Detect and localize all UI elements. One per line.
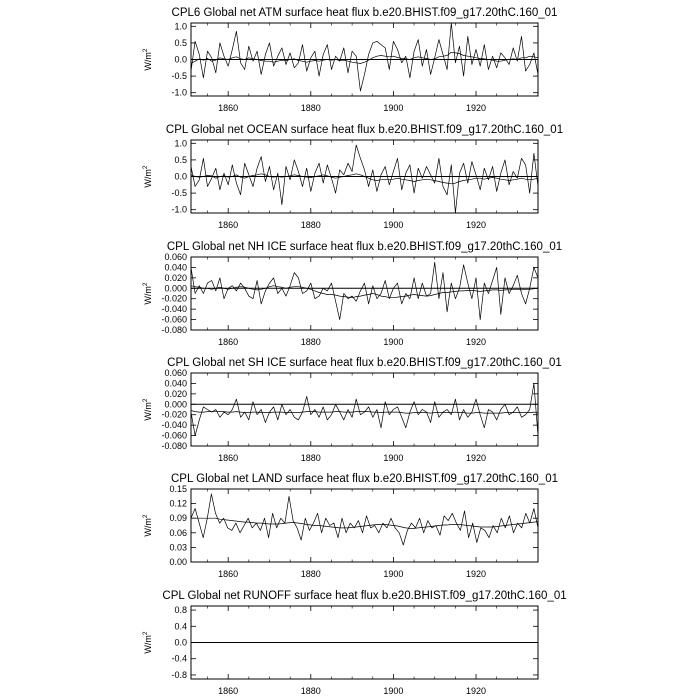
x-tick-label: 1880 [300, 569, 321, 579]
x-tick-label: 1920 [466, 686, 487, 696]
chart-panel-3 [142, 241, 562, 347]
x-tick-label: 1900 [383, 220, 404, 230]
x-tick-label: 1860 [218, 686, 239, 696]
y-tick-label: 0.040 [164, 378, 187, 389]
y-tick-label: 0.000 [164, 283, 187, 294]
y-axis-label-text: W/m [143, 169, 153, 188]
y-tick-label: 0.060 [164, 368, 187, 378]
x-tick-label: 1920 [466, 337, 487, 347]
y-tick-label: 0.06 [169, 527, 187, 538]
y-tick-label: -0.8 [171, 669, 187, 680]
series-line-raw [191, 23, 538, 91]
y-tick-label: 0.020 [164, 388, 187, 399]
y-tick-label: 0.5 [174, 154, 187, 165]
y-tick-label: 1.0 [174, 21, 187, 32]
y-axis-label [142, 165, 153, 188]
y-axis-label-superscript: 2 [142, 398, 149, 403]
y-tick-label: -1.0 [171, 87, 187, 98]
y-tick-label: 0.000 [164, 399, 187, 410]
panel-title: CPL Global net NH ICE surface heat flux b.e20.BHIST.f09_g17.20thC.160_01 [166, 241, 563, 253]
y-tick-label: 0.03 [169, 542, 187, 553]
y-axis-label [142, 48, 153, 71]
x-tick-label: 1880 [300, 453, 321, 463]
x-tick-label: 1880 [300, 337, 321, 347]
y-tick-label: 0.00 [169, 557, 187, 567]
y-tick-label: 0.8 [174, 605, 187, 616]
x-tick-label: 1860 [218, 337, 239, 347]
series-line-raw [191, 383, 538, 435]
plot-frame [191, 257, 538, 330]
panel-title: CPL Global net SH ICE surface heat flux b.e20.BHIST.f09_g17.20thC.160_01 [167, 357, 562, 369]
y-tick-label: -0.060 [161, 314, 187, 325]
y-tick-label: 0.4 [174, 621, 187, 632]
x-tick-label: 1900 [383, 453, 404, 463]
x-tick-label: 1920 [466, 103, 487, 113]
chart-panel-2 [142, 124, 563, 230]
plot-frame [191, 373, 538, 446]
y-tick-label: 0.0 [174, 54, 187, 65]
y-tick-label: 0.5 [174, 37, 187, 48]
y-tick-label: 0.12 [169, 498, 187, 509]
panel-title: CPL6 Global net ATM surface heat flux b.e20.BHIST.f09_g17.20thC.160_01 [171, 7, 558, 19]
y-tick-label: 0.040 [164, 262, 187, 273]
y-axis-label [142, 398, 153, 421]
x-tick-label: 1920 [466, 569, 487, 579]
chart-panel-6 [142, 590, 567, 696]
y-axis-label [142, 631, 153, 654]
y-tick-label: 0.09 [169, 513, 187, 524]
y-tick-label: -0.060 [161, 430, 187, 441]
panel-title: CPL Global net LAND surface heat flux b.e20.BHIST.f09_g17.20thC.160_01 [171, 473, 558, 485]
y-axis-label-text: W/m [143, 518, 153, 537]
y-tick-label: 0.060 [164, 252, 187, 262]
series-line-raw [191, 494, 538, 545]
panel-title: CPL Global net RUNOFF surface heat flux b.e20.BHIST.f09_g17.20thC.160_01 [162, 590, 567, 602]
y-tick-label: -0.5 [171, 188, 187, 199]
y-axis-label-text: W/m [143, 402, 153, 421]
y-axis-label-superscript: 2 [142, 631, 149, 636]
y-tick-label: -0.5 [171, 71, 187, 82]
x-tick-label: 1900 [383, 337, 404, 347]
y-axis-label-superscript: 2 [142, 48, 149, 53]
y-tick-label: -0.020 [161, 293, 187, 304]
y-tick-label: 0.0 [174, 171, 187, 182]
series-line-smoothed [191, 411, 538, 414]
x-tick-label: 1900 [383, 569, 404, 579]
x-tick-label: 1920 [466, 220, 487, 230]
x-tick-label: 1880 [300, 220, 321, 230]
y-axis-label-text: W/m [143, 286, 153, 305]
x-tick-label: 1860 [218, 220, 239, 230]
y-tick-label: -0.080 [161, 441, 187, 451]
y-tick-label: -0.040 [161, 420, 187, 431]
chart-panel-1 [142, 7, 557, 113]
y-tick-label: -0.020 [161, 409, 187, 420]
y-tick-label: 0.15 [169, 484, 187, 494]
y-tick-label: 0.0 [174, 637, 187, 648]
y-axis-label [142, 514, 153, 537]
y-axis-label-superscript: 2 [142, 165, 149, 170]
y-axis-label [142, 282, 153, 305]
y-tick-label: -0.4 [171, 653, 187, 664]
y-tick-label: 1.0 [174, 138, 187, 149]
chart-panel-4 [142, 357, 562, 463]
y-tick-label: -0.040 [161, 304, 187, 315]
y-tick-label: -1.0 [171, 204, 187, 215]
y-axis-label-superscript: 2 [142, 282, 149, 287]
y-axis-label-text: W/m [143, 52, 153, 71]
panel-title: CPL Global net OCEAN surface heat flux b.e20.BHIST.f09_g17.20thC.160_01 [165, 124, 564, 136]
chart-panel-5 [142, 473, 558, 579]
x-tick-label: 1860 [218, 453, 239, 463]
x-tick-label: 1900 [383, 686, 404, 696]
x-tick-label: 1880 [300, 103, 321, 113]
y-tick-label: -0.080 [161, 325, 187, 335]
x-tick-label: 1860 [218, 569, 239, 579]
x-tick-label: 1900 [383, 103, 404, 113]
y-axis-label-text: W/m [143, 635, 153, 654]
y-axis-label-superscript: 2 [142, 514, 149, 519]
y-tick-label: 0.020 [164, 272, 187, 283]
x-tick-label: 1880 [300, 686, 321, 696]
x-tick-label: 1920 [466, 453, 487, 463]
x-tick-label: 1860 [218, 103, 239, 113]
